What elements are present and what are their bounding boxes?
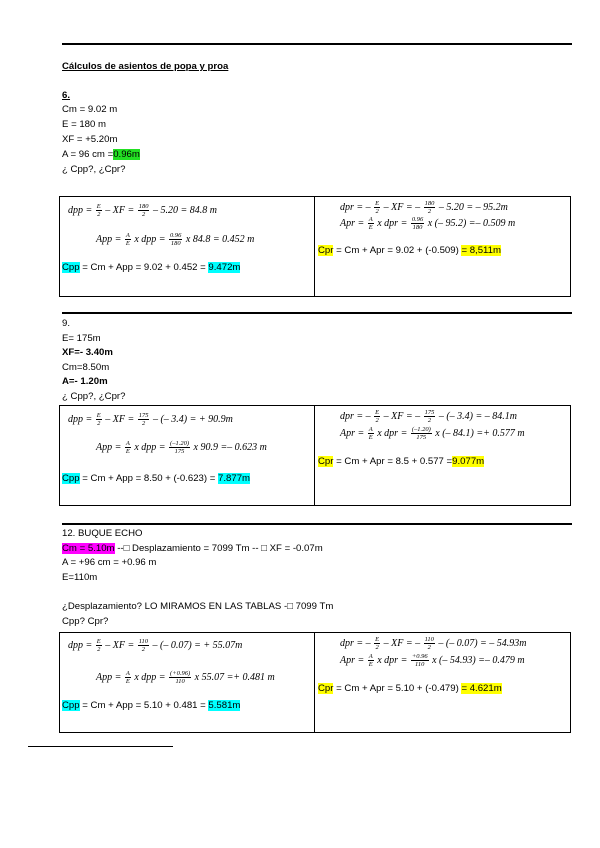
p6-dpr-eq: dpr = – $\frac{E}{2}$ – XF = – $\frac{180}{2}$ – 5.20 = – 95.2m [340,200,508,215]
p12-question-2: Cpp? Cpr? [62,616,109,627]
box-divider [314,197,315,296]
problem-9-number: 9. [62,318,71,329]
p6-apr-eq: Apr = $\frac{A}{E}$ x dpr = $\frac{0.96}{180}$ x (– 95.2) =– 0.509 m [340,216,516,231]
p6-xf: XF = +5.20m [62,134,118,145]
p6-a-highlight: 0.96m [113,149,140,160]
p12-cpr-result: Cpr = Cm + Apr = 5.10 + (-0.479) = 4.621m [318,683,502,694]
p12-app-eq: App = $\frac{A}{E}$ x dpp = $\frac{(+0.96)}{110}$ x 55.07 =+ 0.481 m [96,670,275,685]
p12-dpr-eq: dpr = – $\frac{E}{2}$ – XF = – $\frac{110}{2}$ – (– 0.07) = – 54.93m [340,636,527,651]
p9-dpr-eq: dpr = – $\frac{E}{2}$ – XF = – $\frac{175}{2}$ – (– 3.4) = – 84.1m [340,409,517,424]
p6-dpp-eq: dpp = $\frac{E}{2}$ – XF = $\frac{180}{2}$ – 5.20 = 84.8 m [68,203,217,218]
p12-cpp-result: Cpp = Cm + App = 5.10 + 0.481 = 5.581m [62,700,241,711]
p12-a: A = +96 cm = +0.96 m [62,557,157,568]
box-divider [314,633,315,732]
p12-question-1: ¿Desplazamiento? LO MIRAMOS EN LAS TABLAS -□ 7099 Tm [62,601,334,612]
p9-cpr-result: Cpr = Cm + Apr = 8.5 + 0.577 =9.077m [318,456,485,467]
section-rule-1 [62,312,572,314]
top-rule [62,43,572,45]
p6-calc-box [59,196,571,297]
p6-cpr-result: Cpr = Cm + Apr = 9.02 + (-0.509) = 8,511m [318,245,502,256]
section-rule-2 [62,523,572,525]
problem-12-number: 12. BUQUE ECHO [62,528,143,539]
p9-calc-box [59,405,571,506]
p6-cpp-result: Cpp = Cm + App = 9.02 + 0.452 = 9.472m [62,262,241,273]
p12-calc-box [59,632,571,733]
problem-6-number: 6. [62,90,71,101]
p6-a: A = 96 cm =0.96m [62,149,140,160]
p9-apr-eq: Apr = $\frac{A}{E}$ x dpr = $\frac{(-1.20)}{175}$ x (– 84.1) =+ 0.577 m [340,426,525,441]
box-divider [314,406,315,505]
p6-question: ¿ Cpp?, ¿Cpr? [62,164,126,175]
p12-dpp-eq: dpp = $\frac{E}{2}$ – XF = $\frac{110}{2}$ – (– 0.07) = + 55.07m [68,638,243,653]
p12-cm-highlight: Cm = 5.10m [62,543,115,554]
p12-e: E=110m [62,572,98,583]
p9-cm: Cm=8.50m [62,362,110,373]
p9-cpp-result: Cpp = Cm + App = 8.50 + (-0.623) = 7.877m [62,473,251,484]
p9-question: ¿ Cpp?, ¿Cpr? [62,391,126,402]
p9-app-eq: App = $\frac{A}{E}$ x dpp = $\frac{(-1.20)}{175}$ x 90.9 =– 0.623 m [96,440,267,455]
p6-cm: Cm = 9.02 m [62,104,118,115]
p12-apr-eq: Apr = $\frac{A}{E}$ x dpr = $\frac{+0.96}{110}$ x (– 54.93) =– 0.479 m [340,653,525,668]
p6-app-eq: App = $\frac{A}{E}$ x dpp = $\frac{0.96}{180}$ x 84.8 = 0.452 m [96,232,255,247]
p6-e: E = 180 m [62,119,106,130]
p9-e: E= 175m [62,333,101,344]
p12-cm: Cm = 5.10m --□ Desplazamiento = 7099 Tm -- □ XF = -0.07m [62,543,323,554]
p9-a: A=- 1.20m [62,376,108,387]
footnote-rule [28,746,173,747]
p9-xf: XF=- 3.40m [62,347,113,358]
page-heading: Cálculos de asientos de popa y proa [62,61,229,72]
p9-dpp-eq: dpp = $\frac{E}{2}$ – XF = $\frac{175}{2}$ – (– 3.4) = + 90.9m [68,412,233,427]
